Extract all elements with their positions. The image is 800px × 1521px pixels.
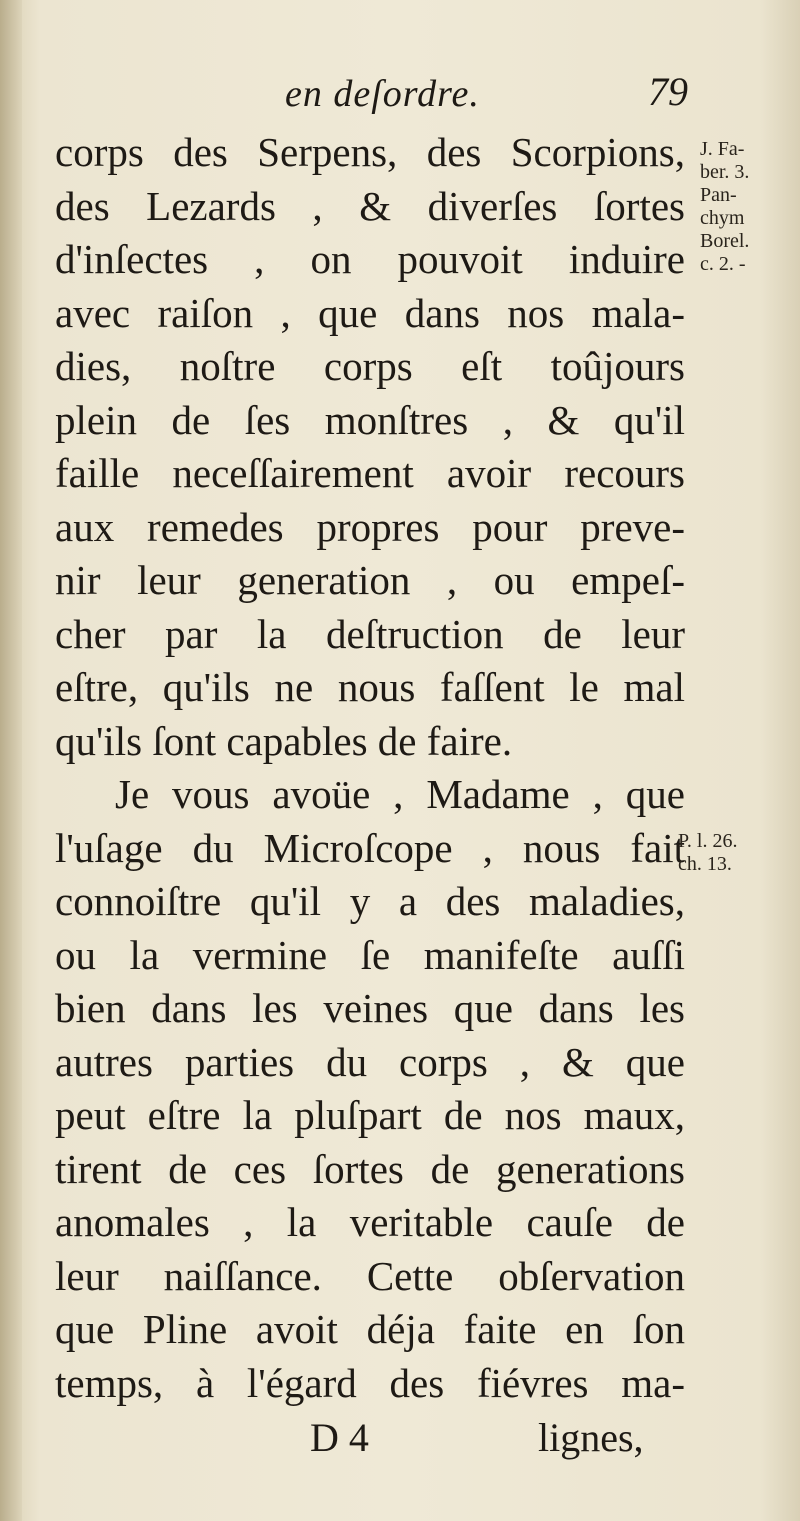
margin-note-line: J. Fa- [700,138,745,160]
text-line: aux remedes propres pour preve- [55,503,685,550]
text-line: eſtre, qu'ils ne nous faſſent le mal [55,664,685,710]
text-line: des Lezards , & diverſes ſortes [55,182,685,229]
margin-note-line: chym [700,207,745,229]
text-line: avec raiſon , que dans nos mala- [55,289,685,336]
page-footer [0,1414,800,1474]
margin-note-faber [700,138,749,276]
text-line: plein de ſes monſtres , & qu'il [55,396,685,443]
running-title: en deſordre. [285,73,480,115]
text-line: corps des Serpens, des Scorpions, [55,129,685,175]
text-line: cher par la deſtruction de leur [55,610,685,657]
text-line: bien dans les veines que dans les [55,985,685,1031]
text-line: autres parties du corps , & que [55,1038,685,1085]
text-line: d'inſectes , on pouvoit induire [55,236,685,282]
margin-note-line: ch. 13. [678,853,732,875]
margin-note-pliny [678,830,737,876]
text-line: anomales , la veritable cauſe de [55,1199,685,1245]
text-line: peut eſtre la pluſpart de nos maux, [55,1092,685,1138]
text-line: que Pline avoit déja faite en ſon [55,1306,685,1352]
margin-note-line: P. l. 26. [678,830,738,852]
catchword: lignes, [538,1415,644,1460]
text-line: tirent de ces ſortes de generations [55,1145,685,1192]
signature-mark: D 4 [310,1415,369,1460]
text-line: leur naiſſance. Cette obſervation [55,1252,685,1299]
text-line: faille neceſſairement avoir recours [55,450,685,496]
margin-note-line: Borel. [700,230,750,252]
body-text [55,126,685,1410]
text-line: connoiſtre qu'il y a des maladies, [55,878,685,924]
page-number: 79 [648,69,688,114]
text-line: l'uſage du Microſcope , nous fait [55,824,685,871]
text-line: nir leur generation , ou empeſ- [55,557,685,603]
margin-note-line: ber. 3. [700,161,750,183]
text-line: Je vous avoüe , Madame , que [115,771,685,817]
margin-note-line: c. 2. - [700,253,746,275]
text-line: temps, à l'égard des fiévres ma- [55,1359,685,1406]
text-line: dies, noſtre corps eſt toûjours [55,343,685,389]
margin-note-line: Pan- [700,184,737,206]
text-line: ou la vermine ſe manifeſte auſſi [55,931,685,978]
text-line: qu'ils ſont capables de faire. [55,717,513,764]
page-gutter [0,0,22,1521]
